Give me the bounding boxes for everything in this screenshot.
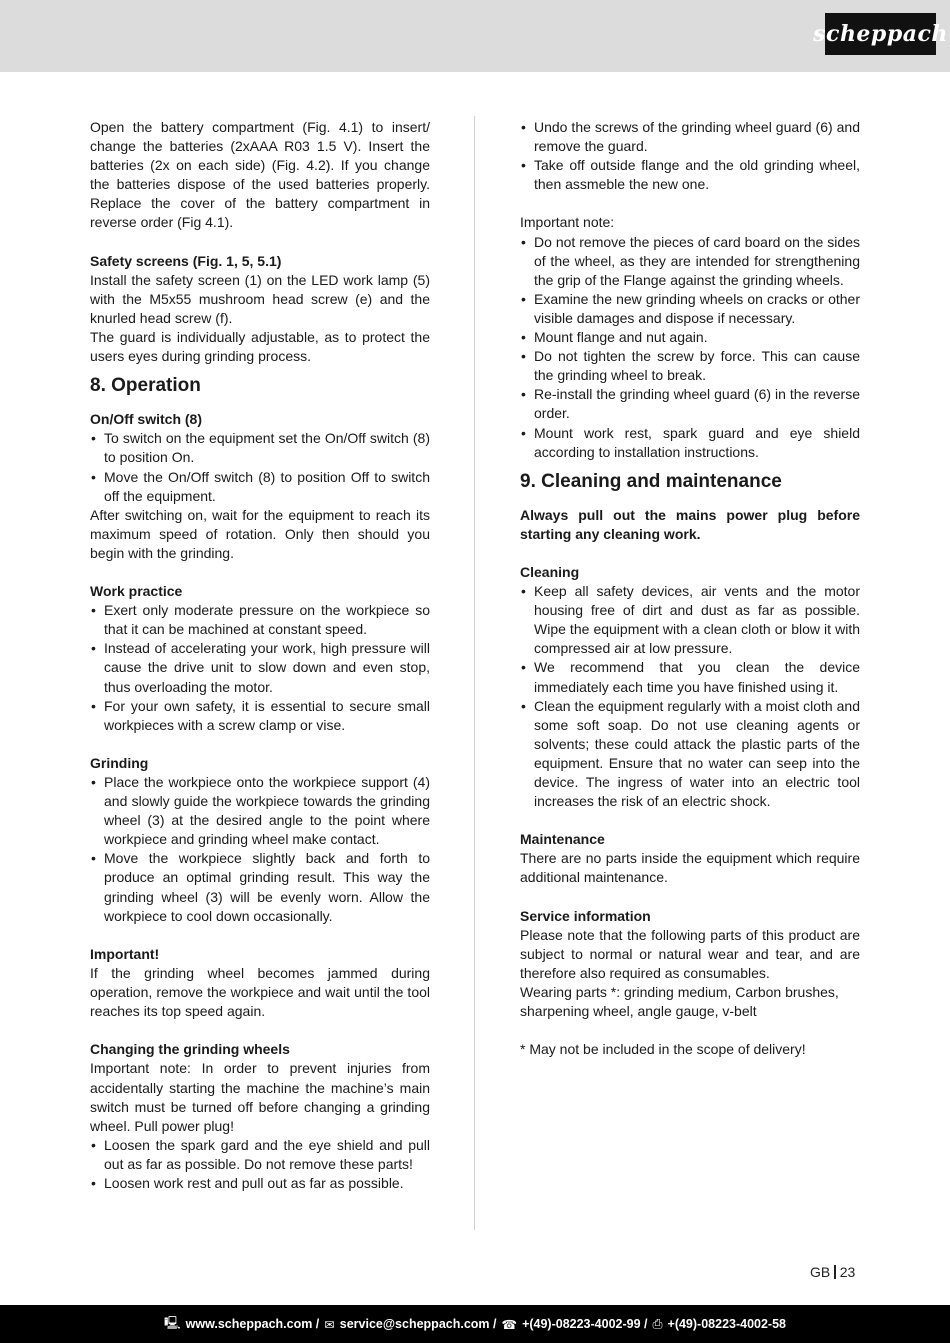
battery-paragraph: Open the battery compartment (Fig. 4.1) to insert/ change the batteries (2xAAA R03 1.5 V). Insert the batteries (2x on each side) (Fig. 4.2). If you change the batteries dispose of the used batteries properly. Replace the cover of the battery compartment in reverse order (Fig 4.1). [90,119,430,231]
envelope-icon: ✉ [324,1316,335,1332]
list-item: • Place the workpiece onto the workpiece support (4) and slowly guide the workpiece towards the grinding wheel (3) at the desired angle to the point where workpiece and grinding wheel make contact. [90,773,430,849]
maintenance-title: Maintenance [520,831,605,848]
cleaning-maintenance-heading: 9. Cleaning and maintenance [520,470,782,492]
footer-email[interactable]: service@scheppach.com / [339,1317,497,1331]
page-language: GB [810,1264,831,1280]
header-band [0,0,950,72]
list-item: • Mount flange and nut again. [520,328,860,347]
important-paragraph: If the grinding wheel becomes jammed during operation, remove the workpiece and wait until the tool reaches its top speed again. [90,964,430,1020]
cleaning-list [520,582,860,811]
important-note-list [520,233,860,462]
important-title: Important! [90,945,160,962]
list-item: • Undo the screws of the grinding wheel guard (6) and remove the guard. [520,118,860,156]
safety-screens-title: Safety screens (Fig. 1, 5, 5.1) [90,252,282,269]
page-number [810,1264,855,1280]
footer-bar [0,1305,950,1343]
footer-phone: +(49)-08223-4002-99 / [522,1317,648,1331]
work-practice-list [90,601,430,735]
onoff-title: On/Off switch (8) [90,411,202,428]
phone-icon: ☎ [501,1316,518,1332]
list-item: • Move the On/Off switch (8) to position Off to switch off the equipment. [90,468,430,506]
list-item: • Instead of accelerating your work, high pressure will cause the drive unit to slow down and even stop, thus overloading the motor. [90,639,430,696]
list-item: • Clean the equipment regularly with a moist cloth and some soft soap. Do not use cleaning agents or solvents; these could attack the plastic parts of the equipment. Ensure that no water can seep into the device. The ingress of water into an electric tool increases the risk of an electric shock. [520,697,860,812]
column-divider [474,116,475,1230]
grinding-list [90,773,430,926]
mains-plug-warning: Always pull out the mains power plug before starting any cleaning work. [520,506,860,542]
fax-icon: ⎙ [652,1316,663,1331]
footer-fax: +(49)-08223-4002-58 [667,1317,787,1331]
work-practice-title: Work practice [90,583,183,600]
list-item: • Examine the new grinding wheels on cracks or other visible damages and dispose if necessary. [520,290,860,328]
service-paragraph-1: Please note that the following parts of this product are subject to normal or natural wear and tear, and are therefore also required as consumables. [520,926,860,981]
changing-list [90,1136,430,1193]
page-separator [834,1265,836,1279]
list-item: • Exert only moderate pressure on the workpiece so that it can be machined at constant speed. [90,601,430,639]
left-column [90,118,430,1193]
computer-icon: 🖳︎ [163,1314,181,1330]
list-item: • Loosen work rest and pull out as far as possible. [90,1174,430,1193]
footnote: * May not be included in the scope of delivery! [520,1041,806,1058]
footer-website[interactable]: www.scheppach.com / [185,1317,320,1331]
list-item: • Do not remove the pieces of card board on the sides of the wheel, as they are intended for strengthening the grip of the Flange against the grinding wheels. [520,233,860,290]
safety-paragraph-1: Install the safety screen (1) on the LED work lamp (5) with the M5x55 mushroom head screw (e) and the knurled head screw (f). [90,271,430,326]
onoff-paragraph: After switching on, wait for the equipment to reach its maximum speed of rotation. Only then should you begin with the grinding. [90,506,430,561]
guard-list [520,118,860,194]
list-item: • Move the workpiece slightly back and forth to produce an optimal grinding result. This way the grinding wheel (3) will be evenly worn. Allow the workpiece to cool down occasionally. [90,849,430,925]
grinding-title: Grinding [90,754,149,771]
list-item: • Loosen the spark gard and the eye shield and pull out as far as possible. Do not remove these parts! [90,1136,430,1174]
safety-paragraph-2: The guard is individually adjustable, as to protect the users eyes during grinding process. [90,329,430,365]
scheppach-logo: scheppach [825,13,936,55]
right-column [520,118,860,1059]
important-note-label: Important note: [520,214,615,231]
list-item: • Mount work rest, spark guard and eye shield according to installation instructions. [520,424,860,462]
list-item: • To switch on the equipment set the On/Off switch (8) to position On. [90,429,430,467]
operation-heading: 8. Operation [90,375,201,397]
changing-paragraph: Important note: In order to prevent injuries from accidentally starting the machine the machine’s main switch must be turned off before changing a grinding wheel. Pull power plug! [90,1060,430,1134]
list-item: • Take off outside flange and the old grinding wheel, then assmeble the new one. [520,156,860,194]
cleaning-title: Cleaning [520,563,580,580]
list-item: • Do not tighten the screw by force. This can cause the grinding wheel to break. [520,347,860,385]
page-number-value: 23 [839,1264,856,1280]
maintenance-paragraph: There are no parts inside the equipment which require additional maintenance. [520,850,860,886]
list-item: • Keep all safety devices, air vents and the motor housing free of dirt and dust as far as possible. Wipe the equipment with a clean cloth or blow it with compressed air at low pressure. [520,582,860,658]
list-item: • For your own safety, it is essential to secure small workpieces with a screw clamp or vise. [90,697,430,735]
changing-wheels-title: Changing the grinding wheels [90,1041,290,1058]
onoff-list [90,429,430,505]
service-info-title: Service information [520,907,651,924]
service-paragraph-2: Wearing parts *: grinding medium, Carbon brushes, sharpening wheel, angle gauge, v-belt [520,984,839,1020]
list-item: • We recommend that you clean the device immediately each time you have finished using it. [520,658,860,696]
list-item: • Re-install the grinding wheel guard (6) in the reverse order. [520,385,860,423]
